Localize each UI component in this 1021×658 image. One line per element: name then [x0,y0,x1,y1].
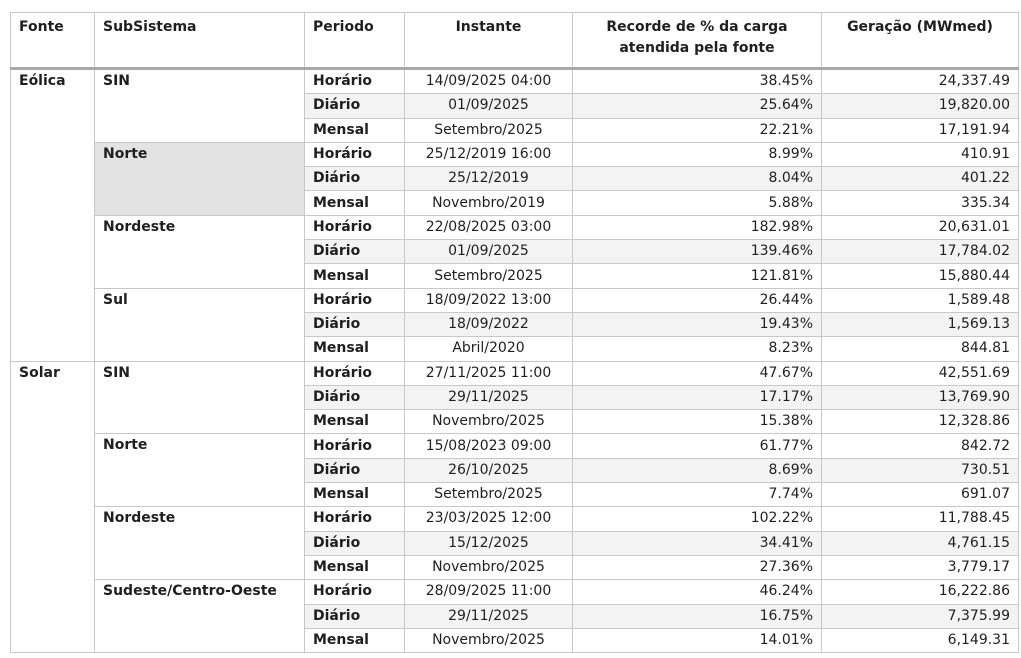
cell-recorde[interactable]: 8.69% [573,458,822,482]
cell-periodo[interactable]: Diário [305,167,405,191]
cell-recorde[interactable]: 15.38% [573,410,822,434]
cell-instante[interactable]: Abril/2020 [405,337,573,361]
cell-recorde[interactable]: 121.81% [573,264,822,288]
cell-recorde[interactable]: 182.98% [573,215,822,239]
cell-instante[interactable]: 18/09/2022 [405,312,573,336]
cell-geracao[interactable]: 844.81 [822,337,1019,361]
cell-subsistema[interactable]: Sul [95,288,305,361]
cell-instante[interactable]: 23/03/2025 12:00 [405,507,573,531]
cell-geracao[interactable]: 20,631.01 [822,215,1019,239]
cell-periodo[interactable]: Mensal [305,337,405,361]
cell-periodo[interactable]: Mensal [305,118,405,142]
cell-periodo[interactable]: Diário [305,312,405,336]
cell-periodo[interactable]: Diário [305,94,405,118]
cell-periodo[interactable]: Mensal [305,191,405,215]
cell-instante[interactable]: 18/09/2022 13:00 [405,288,573,312]
cell-recorde[interactable]: 46.24% [573,580,822,604]
col-header-subsistema[interactable]: SubSistema [95,13,305,69]
cell-recorde[interactable]: 38.45% [573,69,822,94]
table-row [11,434,1019,458]
header-row [11,13,1019,69]
cell-geracao[interactable]: 691.07 [822,483,1019,507]
cell-instante[interactable]: Novembro/2019 [405,191,573,215]
cell-geracao[interactable]: 13,769.90 [822,385,1019,409]
cell-geracao[interactable]: 1,569.13 [822,312,1019,336]
cell-recorde[interactable]: 47.67% [573,361,822,385]
cell-subsistema[interactable]: SIN [95,69,305,143]
cell-periodo[interactable]: Horário [305,288,405,312]
cell-recorde[interactable]: 14.01% [573,628,822,652]
cell-geracao[interactable]: 16,222.86 [822,580,1019,604]
cell-geracao[interactable]: 12,328.86 [822,410,1019,434]
cell-geracao[interactable]: 11,788.45 [822,507,1019,531]
cell-recorde[interactable]: 8.23% [573,337,822,361]
table-row [11,580,1019,604]
cell-geracao[interactable]: 19,820.00 [822,94,1019,118]
cell-periodo[interactable]: Horário [305,434,405,458]
cell-instante[interactable]: Novembro/2025 [405,410,573,434]
cell-fonte[interactable]: Solar [11,361,95,653]
cell-recorde[interactable]: 26.44% [573,288,822,312]
table-body [11,69,1019,653]
table-row [11,361,1019,385]
cell-recorde[interactable]: 7.74% [573,483,822,507]
cell-subsistema[interactable]: Nordeste [95,507,305,580]
cell-geracao[interactable]: 401.22 [822,167,1019,191]
cell-geracao[interactable]: 6,149.31 [822,628,1019,652]
cell-subsistema[interactable]: Sudeste/Centro-Oeste [95,580,305,653]
cell-geracao[interactable]: 15,880.44 [822,264,1019,288]
cell-instante[interactable]: 29/11/2025 [405,385,573,409]
cell-periodo[interactable]: Diário [305,240,405,264]
cell-instante[interactable]: 26/10/2025 [405,458,573,482]
cell-subsistema[interactable]: Nordeste [95,215,305,288]
cell-instante[interactable]: 14/09/2025 04:00 [405,69,573,94]
cell-periodo[interactable]: Horário [305,361,405,385]
cell-recorde[interactable]: 17.17% [573,385,822,409]
table-row [11,69,1019,94]
cell-geracao[interactable]: 730.51 [822,458,1019,482]
cell-geracao[interactable]: 842.72 [822,434,1019,458]
cell-instante[interactable]: 25/12/2019 [405,167,573,191]
cell-instante[interactable]: Setembro/2025 [405,483,573,507]
cell-recorde[interactable]: 61.77% [573,434,822,458]
cell-instante[interactable]: 28/09/2025 11:00 [405,580,573,604]
cell-recorde[interactable]: 22.21% [573,118,822,142]
col-header-instante[interactable]: Instante [405,13,573,69]
cell-recorde[interactable]: 139.46% [573,240,822,264]
cell-periodo[interactable]: Diário [305,458,405,482]
cell-instante[interactable]: 29/11/2025 [405,604,573,628]
cell-instante[interactable]: 15/12/2025 [405,531,573,555]
cell-recorde[interactable]: 5.88% [573,191,822,215]
cell-periodo[interactable]: Horário [305,215,405,239]
records-table [10,12,1019,653]
cell-periodo[interactable]: Horário [305,69,405,94]
col-header-recorde[interactable]: Recorde de % da carga atendida pela fonte [573,13,822,69]
cell-periodo[interactable]: Horário [305,580,405,604]
cell-periodo[interactable]: Horário [305,507,405,531]
cell-recorde[interactable]: 102.22% [573,507,822,531]
table-row [11,142,1019,166]
cell-periodo[interactable]: Horário [305,142,405,166]
cell-geracao[interactable]: 24,337.49 [822,69,1019,94]
cell-geracao[interactable]: 7,375.99 [822,604,1019,628]
cell-recorde[interactable]: 27.36% [573,555,822,579]
cell-geracao[interactable]: 410.91 [822,142,1019,166]
cell-instante[interactable]: 22/08/2025 03:00 [405,215,573,239]
cell-instante[interactable]: 01/09/2025 [405,94,573,118]
table-row [11,215,1019,239]
table-row [11,507,1019,531]
col-header-fonte[interactable]: Fonte [11,13,95,69]
cell-geracao[interactable]: 4,761.15 [822,531,1019,555]
table-row [11,288,1019,312]
cell-recorde[interactable]: 8.04% [573,167,822,191]
cell-periodo[interactable]: Mensal [305,410,405,434]
cell-recorde[interactable]: 34.41% [573,531,822,555]
cell-instante[interactable]: 27/11/2025 11:00 [405,361,573,385]
cell-periodo[interactable]: Diário [305,604,405,628]
cell-periodo[interactable]: Mensal [305,628,405,652]
cell-instante[interactable]: Setembro/2025 [405,264,573,288]
cell-geracao[interactable]: 17,784.02 [822,240,1019,264]
cell-periodo[interactable]: Diário [305,385,405,409]
cell-periodo[interactable]: Mensal [305,555,405,579]
cell-subsistema[interactable]: Norte [95,434,305,507]
cell-geracao[interactable]: 3,779.17 [822,555,1019,579]
cell-periodo[interactable]: Diário [305,531,405,555]
col-header-geracao[interactable]: Geração (MWmed) [822,13,1019,69]
table-header [11,13,1019,69]
cell-geracao[interactable]: 17,191.94 [822,118,1019,142]
cell-subsistema[interactable]: SIN [95,361,305,434]
cell-recorde[interactable]: 8.99% [573,142,822,166]
cell-fonte[interactable]: Eólica [11,69,95,362]
cell-instante[interactable]: 25/12/2019 16:00 [405,142,573,166]
cell-geracao[interactable]: 335.34 [822,191,1019,215]
cell-periodo[interactable]: Mensal [305,483,405,507]
cell-instante[interactable]: 15/08/2023 09:00 [405,434,573,458]
cell-geracao[interactable]: 1,589.48 [822,288,1019,312]
cell-geracao[interactable]: 42,551.69 [822,361,1019,385]
cell-instante[interactable]: Novembro/2025 [405,628,573,652]
cell-instante[interactable]: Setembro/2025 [405,118,573,142]
cell-instante[interactable]: 01/09/2025 [405,240,573,264]
cell-recorde[interactable]: 19.43% [573,312,822,336]
cell-periodo[interactable]: Mensal [305,264,405,288]
cell-recorde[interactable]: 25.64% [573,94,822,118]
col-header-periodo[interactable]: Periodo [305,13,405,69]
cell-recorde[interactable]: 16.75% [573,604,822,628]
cell-instante[interactable]: Novembro/2025 [405,555,573,579]
cell-subsistema[interactable]: Norte [95,142,305,215]
